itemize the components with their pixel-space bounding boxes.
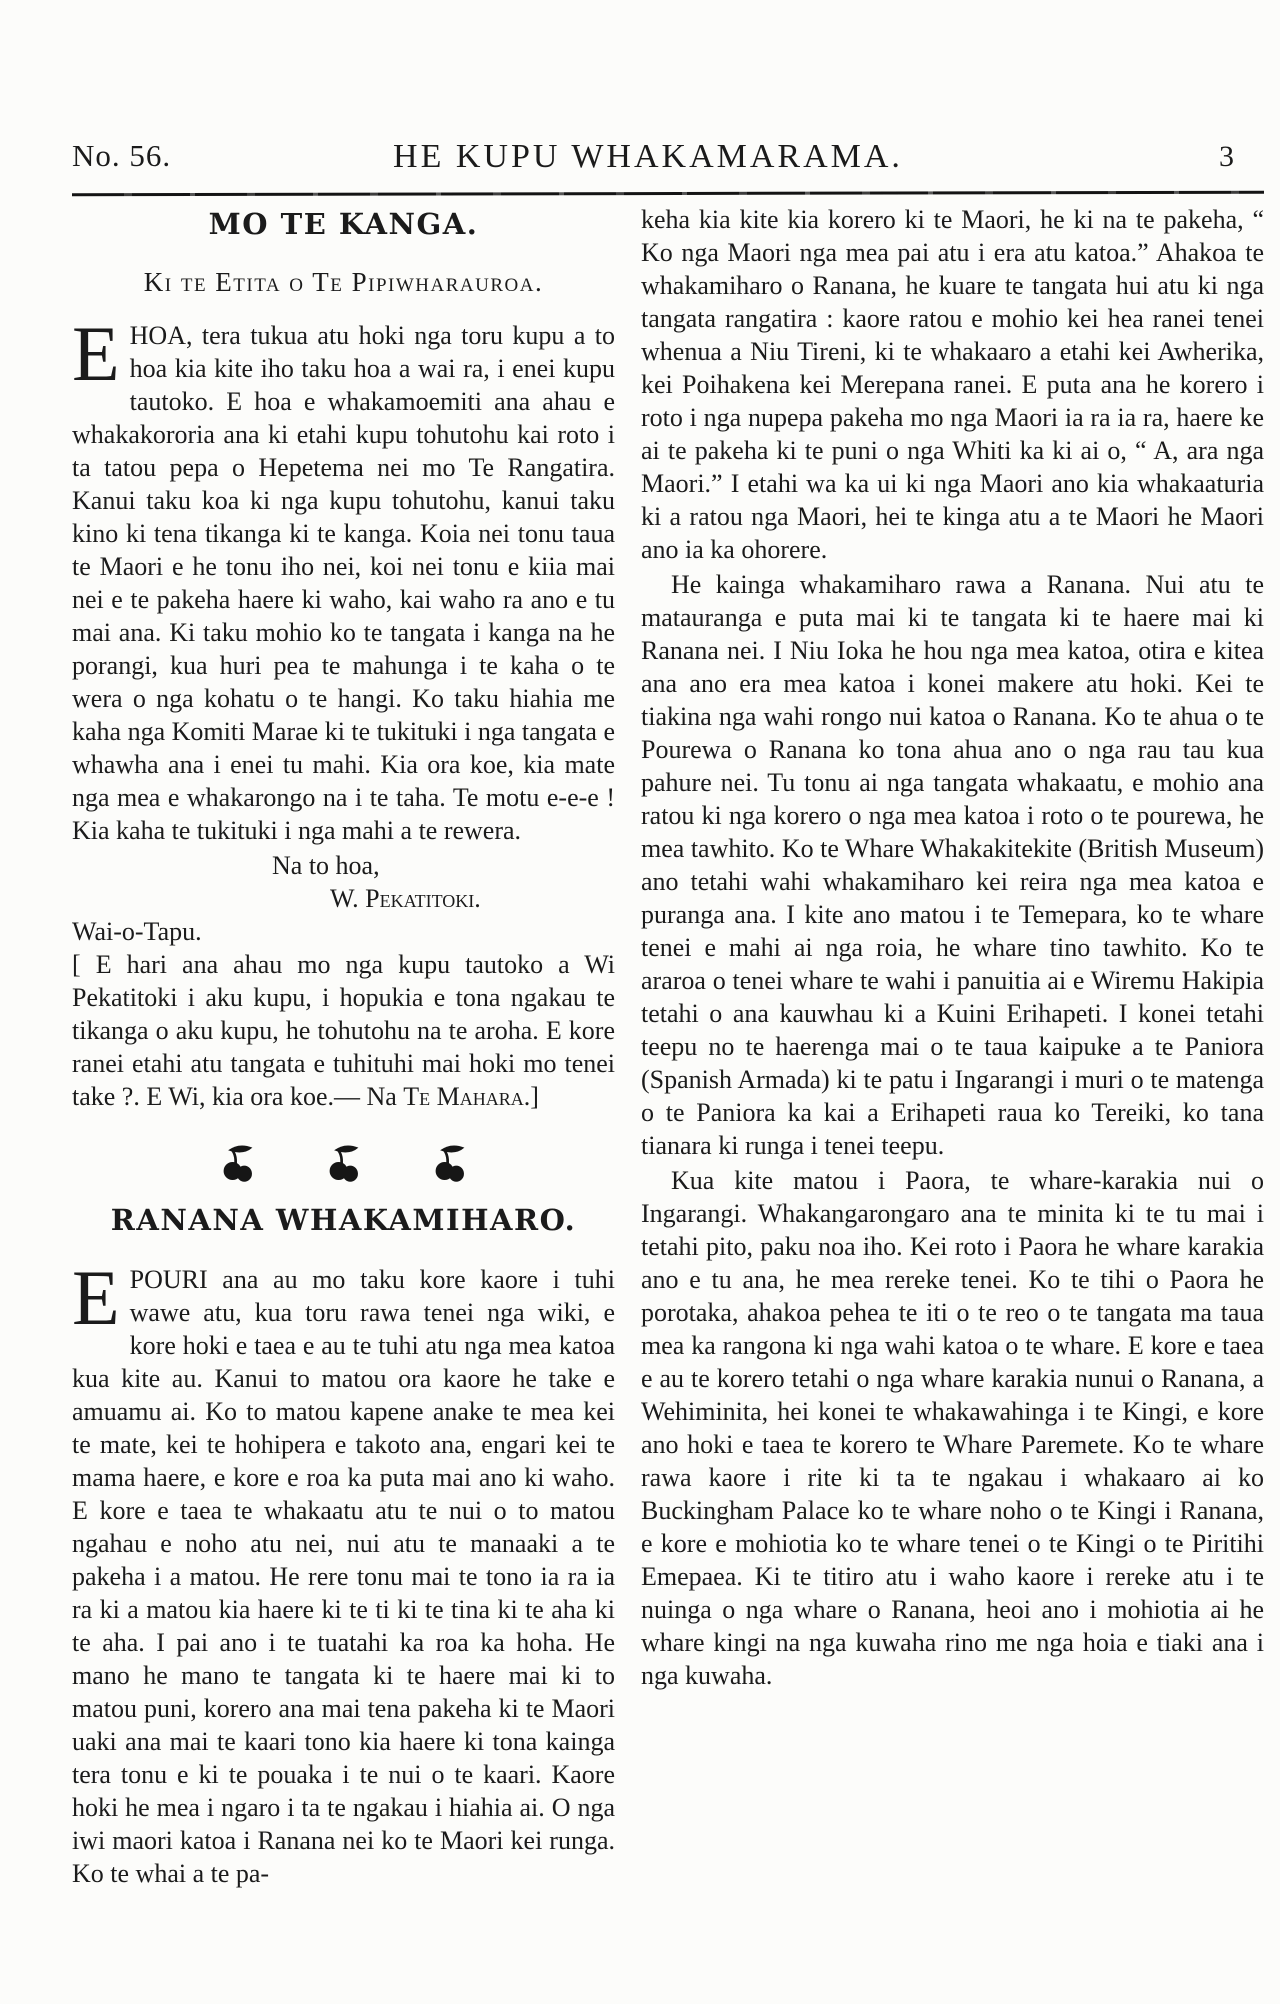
signoff-intro: Na to hoa, <box>272 851 380 880</box>
editor-note-close: ] <box>530 1082 539 1111</box>
editor-note-body: [ E hari ana ahau mo nga kupu tautoko a Wi Pekatitoki i aku kupu, i hopukia e tona ngakau te tikanga o aku kupu, he tohutohu na te aroha. E kore ranei etahi atu tangata e tuhituhi mai hoki mo tenei take ?. E Wi, kia ora koe.— Na <box>72 950 615 1111</box>
article-title-ranana-whakamiharo: RANANA WHAKAMIHARO. <box>110 1203 577 1237</box>
header-rule <box>72 191 1264 196</box>
signoff-place: Wai-o-Tapu. <box>72 917 202 946</box>
article-subtitle-editor-address: Ki te Etita o Te Pipiwharauroa. <box>143 267 544 297</box>
editor-note <box>72 948 615 1113</box>
column-layout <box>72 203 1264 1890</box>
signoff-name: W. Pekatitoki. <box>330 884 481 913</box>
article-kanga-text: HOA, tera tukua atu hoki nga toru kupu a to hoa kia kite iho taku hoa a wai ra, i enei kupu tautoko. E hoa e whakamoemiti ana ahau e whakakororia ana ki etahi kupu tohutohu kai roto i ta tatou pepa o Hepetema nei mo Te Rangatira. Kanui taku koa ki nga kupu tohutohu, kanui taku kino ki tena tikanga ki te kanga. Koia nei tonu taua te Maori e he tonu iho nei, koi nei tonu e kiia mai nei e te pakeha haere ki waho, kai waho ra ano e tu mai ana. Ki taku mohio ko te tangata i kanga na he porangi, kua huri pea te mahunga i te kaha o te wera o nga kohatu o te hangi. Ko taku hiahia me kaha nga Komiti Marae ki te tukituki i nga tangata e whawha ana i enei tu mahi. Kia ora koe, kia mate nga mea e whakarongo na i te taha. Te motu e-e-e ! Kia kaha te tukituki i nga mahi a te rewera. <box>72 321 615 845</box>
article-ranana-body <box>72 1254 615 1890</box>
left-column <box>72 203 615 1890</box>
article-ranana-text: POURI ana au mo taku kore kaore i tuhi wawe atu, kua toru rawa tenei nga wiki, e kore hoki e taea e au te tuhi atu nga mea katoa kua kite au. Kanui to matou ora kaore he take e amuamu ai. Ko to matou kapene anake te mea kei te mate, kei te hohipera e takoto ana, engari kei te mama haere, e kore e roa ka puta mai ano ki waho. E kore e taea te whakaatu atu te nui o to matou ngahau e noho atu nei, nui atu te manaaki a te pakeha i a matou. He rere tonu mai te tono ia ra ia ra ki a matou kia haere ki te ti ki te tina ki te aha ki te aha. I pai ano i te tuatahi ka roa ka hoha. He mano he mano te tangata ki te haere mai ki to matou puni, korero ana mai tena pakeha ki te Maori uaki ana mai te kaari tono kia haere ki tona kainga tera tonu e ki te pouaka i te nui o te kaari. Kaore hoki he mea i ngaro i ta te ngakau i hiahia ai. O nga iwi maori katoa i Ranana nei ko te Maori kei runga. Ko te whai a te pa- <box>72 1265 615 1888</box>
page-header <box>72 138 1264 182</box>
section-divider-ornaments <box>72 1141 615 1183</box>
dropcap-letter: E <box>72 1254 120 1341</box>
right-column <box>641 203 1264 1890</box>
masthead-title: HE KUPU WHAKAMARAMA. <box>393 138 903 175</box>
cherries-ornament-icon <box>432 1141 468 1183</box>
cherries-ornament-icon <box>220 1141 256 1183</box>
editor-note-name: Te Mahara. <box>403 1082 531 1111</box>
cherries-ornament-icon <box>326 1141 362 1183</box>
page-number: 3 <box>1219 140 1234 173</box>
article-title-mo-te-kanga: MO TE KANGA. <box>208 207 479 241</box>
right-column-paragraph-3: Kua kite matou i Paora, te whare-karakia nui o Ingarangi. Whakangarongaro ana te minita ki te tu mai i tetahi pito, paku noa iho. Kei roto i Paora he whare karakia ano e tu ana, he mea rereke tenei. Ko te tihi o Paora he porotaka, ahakoa pehea te iti o te reo o te tangata ma taua mea ka rangona ki nga wahi katoa o te whare. E kore e taea e au te korero tetahi o nga whare karakia nunui o Ranana, a Wehiminita, hei konei te whakawahinga i te Kingi, e kore ano hoki e taea te korero te Whare Paremete. Ko te whare rawa kaore i rite ki ta te ngakau i whakaaro ai ko Buckingham Palace ko te whare noho o te Kingi i Ranana, e kore e mohiotia ko te whare tenei o te Kingi o te Piritihi Emepaea. Ki te titiro atu i waho kaore i rereke atu i te nuinga o nga whare o Ranana, heoi ano i mohiotia ai he whare kingi na nga kuwaha rino me nga hoia e tiaki ana i nga kuwaha. <box>641 1166 1264 1690</box>
article-kanga-body <box>72 310 615 847</box>
issue-number: No. 56. <box>72 138 172 173</box>
dropcap-letter: E <box>72 310 120 397</box>
right-column-paragraph-1: keha kia kite kia korero ki te Maori, he ki na te pakeha, “ Ko nga Maori nga mea pai atu i era atu katoa.” Ahakoa te whakamiharo o Ranana, he kuare te tangata hui atu ki nga tangata rangatira : kaore ratou e mohio kei hea ranei tenei whenua a Niu Tireni, ki te whakaaro a etahi kei Awherika, kei Poihakena kei Merepana ranei. E puta ana he korero i roto i nga nupepa pakeha mo nga Maori ia ra ia ra, haere ke ai te pakeha ki te puni o nga Whiti ka ki ai o, “ A, ara nga Maori.” I etahi wa ka ui ki nga Maori ano kia whakaaturia ki a ratou nga Maori, hei te kinga atu a te Maori he Maori ano ia ka ohorere. <box>641 205 1264 564</box>
right-column-paragraph-2: He kainga whakamiharo rawa a Ranana. Nui atu te matauranga e puta mai ki te tangata ki te haere mai ki Ranana nei. I Niu Ioka he hou nga mea katoa, otira e kitea ana ano era mea katoa i konei makere atu hoki. Kei te tiakina nga wahi rongo nui katoa o Ranana. Ko te ahua o te Pourewa o Ranana ko tona ahua ano o nga rau tau kua pahure nei. Tu tonu ai nga tangata whakaatu, e mohio ana ratou ki nga korero o nga mea katoa i roto o te pourewa, he mea tawhito. Ko te Whare Whakakitekite (British Museum) ano tetahi wahi whakamiharo kei reira nga mea katoa e puranga ana. I kite ano matou i te Temepara, ko te whare tenei e mahi ai nga roia, he whare tino tawhito. Ko te araroa o tenei whare te wahi i panuitia ai e Wiremu Hakipia tetahi o ana kauwhau ki a Kuini Erihapeti. I konei tetahi teepu no te haerenga mai o te taua kaipuke a te Paniora (Spanish Armada) ki te patu i Ingarangi i muri o te matenga o te Paniora ka kai a Erihapeti raua ko Tereiki, ko tana tianara ki runga i tenei teepu. <box>641 570 1264 1160</box>
